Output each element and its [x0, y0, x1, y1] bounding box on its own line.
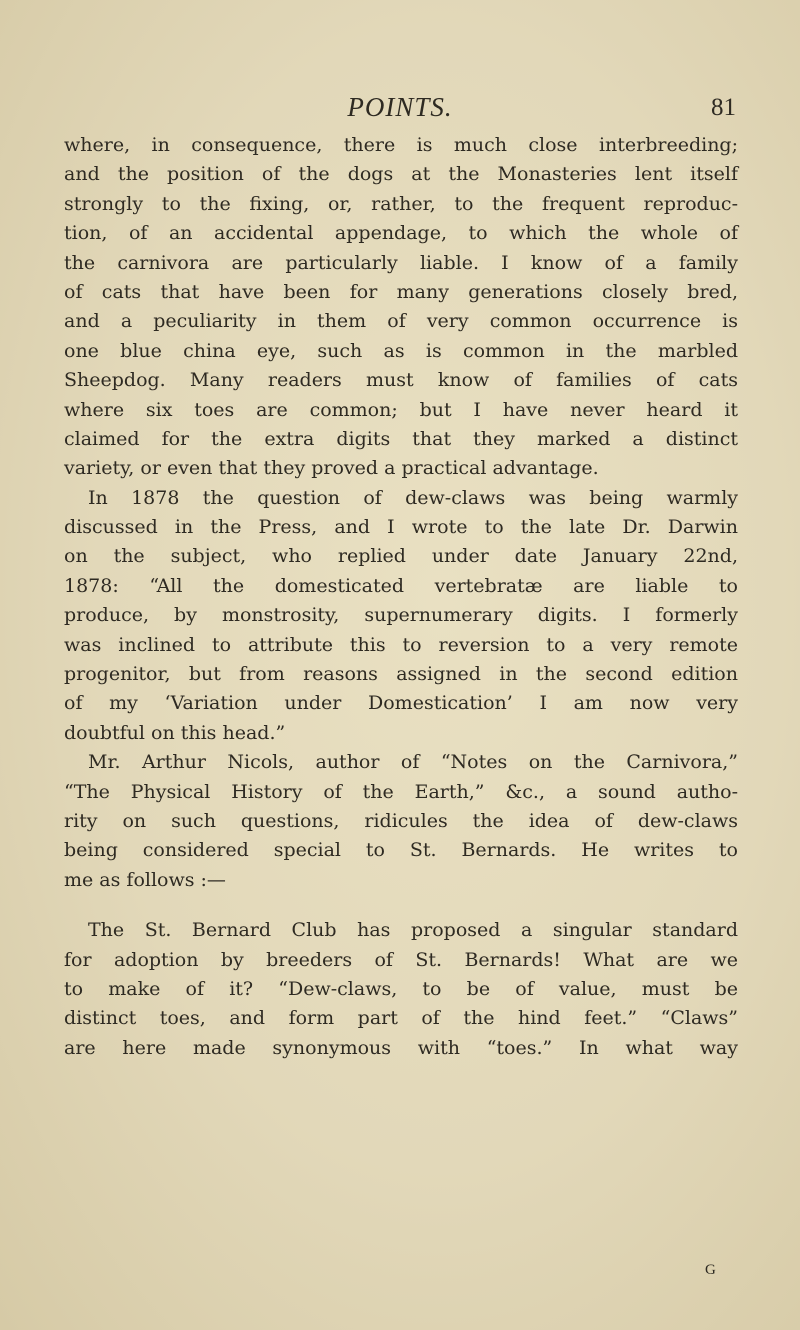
- signature-mark: G: [705, 1262, 716, 1278]
- text-line: being considered special to St. Bernards. He writes to: [64, 839, 738, 862]
- text-line: distinct toes, and form part of the hind feet.” “Claws”: [64, 1007, 738, 1030]
- text-line: tion, of an accidental appendage, to which the whole of: [64, 222, 738, 245]
- text-line: where, in consequence, there is much close interbreeding;: [64, 134, 738, 156]
- text-line: are here made synonymous with “toes.” In what way: [64, 1036, 738, 1059]
- text-line: and the position of the dogs at the Monasteries lent itself: [64, 163, 738, 186]
- text-line: on the subject, who replied under date January 22nd,: [64, 545, 738, 568]
- text-line: variety, or even that they proved a practical advantage.: [64, 457, 599, 480]
- running-title: POINTS.: [347, 92, 453, 122]
- text-line: for adoption by breeders of St. Bernards! What are we: [64, 948, 738, 971]
- paragraph-cats: [64, 131, 738, 484]
- text-line: and a peculiarity in them of very common occurrence is: [64, 310, 738, 333]
- text-line: the carnivora are particularly liable. I know of a family: [64, 251, 738, 274]
- page-number: 81: [711, 94, 736, 121]
- paragraph-quotation: [64, 916, 738, 1063]
- text-line: doubtful on this head.”: [64, 721, 286, 744]
- text-line: Sheepdog. Many readers must know of families of cats: [64, 369, 738, 392]
- page-header: [62, 86, 738, 136]
- text-line: to make of it? “Dew-claws, to be of value, must be: [64, 977, 738, 1000]
- text-line: strongly to the fixing, or, rather, to the frequent reproduc-: [64, 192, 738, 215]
- text-line: progenitor, but from reasons assigned in the second edition: [64, 663, 738, 686]
- text-line: In 1878 the question of dew-claws was being warmly: [88, 486, 738, 509]
- paragraph-nicols: [64, 748, 738, 895]
- text-line: produce, by monstrosity, supernumerary digits. I formerly: [64, 604, 738, 627]
- text-line: of my ‘Variation under Domestication’ I am now very: [64, 692, 738, 715]
- text-line: discussed in the Press, and I wrote to the late Dr. Darwin: [64, 516, 738, 539]
- text-line: me as follows :—: [64, 868, 226, 891]
- text-line: 1878: “All the domesticated vertebratæ are liable to: [64, 574, 738, 597]
- paragraph-gap: [64, 895, 738, 916]
- body-text: [64, 131, 738, 1063]
- text-line: was inclined to attribute this to reversion to a very remote: [64, 633, 738, 656]
- text-line: of cats that have been for many generations closely bred,: [64, 280, 738, 303]
- paragraph-darwin: [64, 484, 738, 749]
- text-line: where six toes are common; but I have never heard it: [64, 398, 738, 421]
- text-line: The St. Bernard Club has proposed a singular standard: [88, 919, 738, 942]
- text-line: rity on such questions, ridicules the idea of dew-claws: [64, 809, 738, 832]
- text-line: one blue china eye, such as is common in the marbled: [64, 339, 738, 362]
- text-line: Mr. Arthur Nicols, author of “Notes on the Carnivora,”: [88, 751, 738, 774]
- text-line: “The Physical History of the Earth,” &c., a sound autho-: [64, 780, 738, 803]
- text-line: claimed for the extra digits that they marked a distinct: [64, 427, 738, 450]
